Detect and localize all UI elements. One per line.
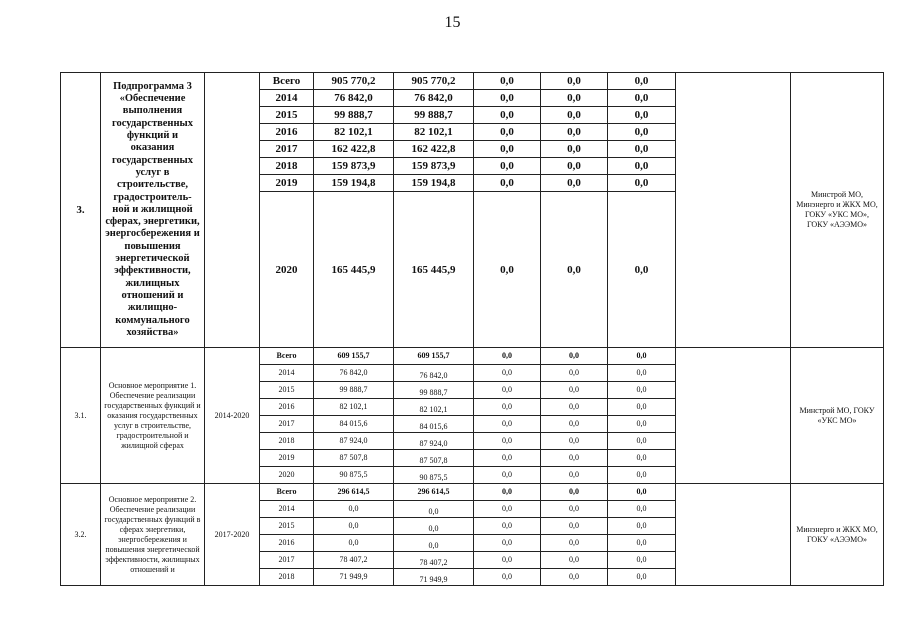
amount-value: 0,0 (502, 351, 512, 360)
amount-cell (608, 467, 676, 484)
year-cell (260, 501, 314, 518)
amount-cell (608, 365, 676, 382)
amount-cell (608, 552, 676, 569)
amount-cell (314, 107, 394, 124)
amount-cell (608, 141, 676, 158)
amount-value: 0,0 (636, 368, 647, 377)
amount-cell (474, 192, 541, 348)
amount-value: 0,0 (636, 521, 647, 530)
amount-cell (608, 399, 676, 416)
amount-value: 0,0 (636, 555, 647, 564)
amount-cell (394, 73, 474, 90)
amount-value: 0,0 (569, 368, 579, 377)
amount-cell (314, 416, 394, 433)
amount-value: 905 770,2 (411, 75, 456, 87)
amount-value: 0,0 (636, 538, 647, 547)
budget-table (60, 72, 884, 586)
year-cell (260, 467, 314, 484)
amount-cell (314, 158, 394, 175)
year-cell (260, 90, 314, 107)
year-cell (260, 382, 314, 399)
amount-value: 0,0 (428, 507, 439, 516)
year-cell (260, 399, 314, 416)
amount-value: 99 888,7 (419, 388, 448, 397)
table-body (61, 73, 884, 586)
year-cell (260, 107, 314, 124)
year-value: 2016 (275, 126, 298, 138)
amount-cell (394, 416, 474, 433)
amount-cell (608, 158, 676, 175)
amount-cell (608, 382, 676, 399)
amount-cell (394, 90, 474, 107)
amount-cell (314, 501, 394, 518)
amount-cell (608, 192, 676, 348)
row-index: 3.1. (61, 348, 101, 484)
amount-cell (394, 518, 474, 535)
amount-cell (314, 175, 394, 192)
amount-value: 0,0 (500, 263, 514, 276)
responsible-executor: Минстрой МО, Минэнерго и ЖКХ МО, ГОКУ «УКС МО», ГОКУ «АЭЭМО» (791, 73, 884, 348)
amount-value: 0,0 (502, 487, 512, 496)
amount-value: 0,0 (569, 487, 579, 496)
year-value: 2018 (278, 436, 295, 445)
amount-cell (541, 569, 608, 586)
year-cell (260, 348, 314, 365)
amount-cell (474, 399, 541, 416)
table-row (61, 348, 884, 365)
amount-cell (394, 107, 474, 124)
amount-cell (474, 348, 541, 365)
amount-value: 0,0 (569, 538, 579, 547)
amount-value: 0,0 (348, 538, 359, 547)
amount-value: 82 102,1 (339, 402, 368, 411)
amount-value: 0,0 (500, 92, 514, 104)
amount-value: 0,0 (502, 555, 512, 564)
amount-cell (608, 348, 676, 365)
amount-value: 82 102,1 (414, 126, 453, 138)
amount-cell (474, 484, 541, 501)
year-value: 2018 (278, 572, 295, 581)
year-cell (260, 416, 314, 433)
amount-value: 0,0 (348, 504, 359, 513)
year-cell (260, 450, 314, 467)
amount-value: 0,0 (500, 126, 514, 138)
amount-value: 87 924,0 (339, 436, 368, 445)
amount-value: 0,0 (569, 385, 579, 394)
year-value: Всего (276, 487, 297, 496)
amount-value: 84 015,6 (339, 419, 368, 428)
amount-value: 0,0 (348, 521, 359, 530)
amount-cell (474, 73, 541, 90)
amount-cell (394, 192, 474, 348)
amount-cell (474, 416, 541, 433)
amount-value: 0,0 (636, 453, 647, 462)
amount-cell (541, 107, 608, 124)
amount-cell (474, 569, 541, 586)
amount-cell (474, 450, 541, 467)
amount-cell (541, 484, 608, 501)
year-cell (260, 433, 314, 450)
period (205, 73, 260, 348)
amount-value: 0,0 (502, 368, 512, 377)
amount-value: 165 445,9 (331, 263, 376, 276)
amount-cell (394, 348, 474, 365)
amount-cell (541, 450, 608, 467)
amount-cell (541, 382, 608, 399)
empty-cell (676, 484, 791, 586)
amount-cell (474, 365, 541, 382)
amount-value: 0,0 (634, 177, 649, 189)
amount-value: 0,0 (634, 92, 649, 104)
amount-value: 0,0 (502, 470, 512, 479)
amount-cell (541, 416, 608, 433)
amount-cell (608, 107, 676, 124)
amount-value: 159 194,8 (331, 177, 376, 189)
measure-name: Основное мероприятие 2. Обеспечение реализации государственных функций в сферах энергетики, энергосбережения и повышения энергетической эффективности, жилищных отношений и (101, 484, 205, 586)
amount-value: 0,0 (500, 75, 514, 87)
amount-cell (541, 467, 608, 484)
amount-cell (608, 73, 676, 90)
amount-value: 76 842,0 (419, 371, 448, 380)
amount-cell (394, 501, 474, 518)
year-value: 2017 (278, 419, 295, 428)
amount-cell (474, 175, 541, 192)
year-value: 2014 (278, 504, 295, 513)
measure-name: Основное мероприятие 1. Обеспечение реализации государственных функций и оказания государственных услуг в строительстве, градостроительной и жилищной сферах (101, 348, 205, 484)
amount-cell (541, 399, 608, 416)
amount-cell (314, 518, 394, 535)
amount-cell (394, 399, 474, 416)
amount-cell (394, 433, 474, 450)
amount-cell (394, 141, 474, 158)
amount-cell (314, 124, 394, 141)
amount-cell (394, 535, 474, 552)
responsible-executor: Минэнерго и ЖКХ МО, ГОКУ «АЭЭМО» (791, 484, 884, 586)
amount-value: 0,0 (569, 555, 579, 564)
amount-cell (474, 158, 541, 175)
row-index: 3. (61, 73, 101, 348)
amount-value: 99 888,7 (414, 109, 453, 121)
amount-value: 90 875,5 (419, 473, 448, 482)
amount-value: 162 422,8 (411, 143, 456, 155)
amount-cell (474, 518, 541, 535)
amount-cell (314, 433, 394, 450)
amount-value: 0,0 (636, 385, 647, 394)
amount-value: 0,0 (569, 453, 579, 462)
amount-cell (474, 382, 541, 399)
amount-value: 76 842,0 (414, 92, 453, 104)
amount-value: 0,0 (567, 126, 581, 138)
period: 2017-2020 (205, 484, 260, 586)
year-cell (260, 518, 314, 535)
amount-cell (314, 450, 394, 467)
year-cell (260, 141, 314, 158)
year-cell (260, 552, 314, 569)
amount-value: 0,0 (634, 126, 649, 138)
amount-value: 0,0 (569, 572, 579, 581)
amount-value: 0,0 (634, 263, 649, 276)
amount-cell (314, 484, 394, 501)
year-value: 2020 (278, 470, 295, 479)
amount-value: 159 873,9 (331, 160, 376, 172)
amount-cell (541, 141, 608, 158)
amount-value: 90 875,5 (339, 470, 368, 479)
year-value: 2017 (275, 143, 298, 155)
amount-value: 0,0 (502, 402, 512, 411)
amount-value: 0,0 (636, 402, 647, 411)
amount-cell (474, 552, 541, 569)
amount-cell (608, 124, 676, 141)
amount-cell (608, 535, 676, 552)
amount-value: 87 507,8 (339, 453, 368, 462)
amount-cell (541, 192, 608, 348)
amount-cell (474, 107, 541, 124)
year-cell (260, 73, 314, 90)
year-cell (260, 192, 314, 348)
amount-value: 0,0 (569, 436, 579, 445)
amount-cell (608, 416, 676, 433)
amount-cell (394, 467, 474, 484)
amount-cell (474, 501, 541, 518)
amount-value: 296 614,5 (417, 487, 450, 496)
amount-cell (314, 535, 394, 552)
amount-value: 0,0 (636, 436, 647, 445)
amount-value: 159 194,8 (411, 177, 456, 189)
year-value: 2015 (278, 521, 295, 530)
amount-value: 0,0 (500, 109, 514, 121)
empty-cell (676, 73, 791, 348)
amount-value: 0,0 (636, 572, 647, 581)
amount-cell (394, 450, 474, 467)
amount-cell (541, 535, 608, 552)
amount-value: 165 445,9 (411, 263, 456, 276)
table-row (61, 484, 884, 501)
amount-cell (314, 90, 394, 107)
amount-value: 71 949,9 (339, 572, 368, 581)
amount-cell (474, 141, 541, 158)
amount-value: 0,0 (567, 177, 581, 189)
amount-cell (608, 90, 676, 107)
amount-value: 0,0 (502, 521, 512, 530)
page-number: 15 (444, 14, 461, 31)
amount-cell (394, 124, 474, 141)
amount-value: 87 507,8 (419, 456, 448, 465)
amount-value: 609 155,7 (337, 351, 370, 360)
amount-cell (608, 484, 676, 501)
amount-value: 0,0 (502, 538, 512, 547)
amount-value: 0,0 (428, 524, 439, 533)
year-value: Всего (272, 75, 301, 87)
amount-value: 0,0 (569, 504, 579, 513)
empty-cell (676, 348, 791, 484)
amount-cell (314, 141, 394, 158)
amount-cell (314, 399, 394, 416)
row-index: 3.2. (61, 484, 101, 586)
amount-value: 0,0 (636, 487, 647, 496)
amount-cell (314, 192, 394, 348)
amount-value: 296 614,5 (337, 487, 370, 496)
amount-value: 0,0 (502, 419, 512, 428)
amount-value: 0,0 (634, 109, 649, 121)
amount-value: 0,0 (502, 572, 512, 581)
amount-value: 162 422,8 (331, 143, 376, 155)
amount-value: 0,0 (569, 419, 579, 428)
amount-cell (541, 158, 608, 175)
amount-value: 0,0 (636, 419, 647, 428)
amount-cell (541, 365, 608, 382)
amount-cell (314, 348, 394, 365)
amount-cell (608, 569, 676, 586)
amount-cell (474, 433, 541, 450)
amount-value: 0,0 (567, 160, 581, 172)
amount-cell (474, 90, 541, 107)
amount-cell (394, 158, 474, 175)
amount-value: 905 770,2 (331, 75, 376, 87)
amount-value: 76 842,0 (334, 92, 373, 104)
amount-value: 0,0 (636, 470, 647, 479)
amount-value: 0,0 (567, 75, 581, 87)
amount-cell (314, 73, 394, 90)
amount-cell (474, 124, 541, 141)
year-value: 2019 (278, 453, 295, 462)
year-cell (260, 569, 314, 586)
year-cell (260, 175, 314, 192)
year-cell (260, 158, 314, 175)
year-cell (260, 535, 314, 552)
amount-value: 0,0 (428, 541, 439, 550)
year-value: Всего (276, 351, 297, 360)
amount-cell (314, 382, 394, 399)
amount-cell (608, 450, 676, 467)
amount-value: 0,0 (634, 75, 649, 87)
amount-value: 0,0 (634, 143, 649, 155)
amount-value: 82 102,1 (419, 405, 448, 414)
amount-value: 0,0 (502, 436, 512, 445)
responsible-executor: Минстрой МО, ГОКУ «УКС МО» (791, 348, 884, 484)
amount-value: 0,0 (636, 351, 647, 360)
amount-value: 0,0 (502, 385, 512, 394)
year-value: 2020 (275, 263, 298, 276)
amount-value: 0,0 (569, 402, 579, 411)
amount-cell (541, 90, 608, 107)
amount-value: 0,0 (567, 92, 581, 104)
year-value: 2015 (278, 385, 295, 394)
amount-cell (394, 365, 474, 382)
amount-value: 0,0 (500, 177, 514, 189)
amount-value: 0,0 (569, 521, 579, 530)
amount-cell (541, 433, 608, 450)
year-value: 2017 (278, 555, 295, 564)
amount-cell (541, 552, 608, 569)
table-row (61, 73, 884, 90)
amount-value: 609 155,7 (417, 351, 450, 360)
amount-value: 87 924,0 (419, 439, 448, 448)
amount-value: 0,0 (634, 160, 649, 172)
amount-cell (541, 501, 608, 518)
amount-cell (541, 518, 608, 535)
amount-cell (541, 124, 608, 141)
amount-cell (314, 365, 394, 382)
period: 2014-2020 (205, 348, 260, 484)
year-value: 2019 (275, 177, 298, 189)
amount-value: 0,0 (500, 143, 514, 155)
amount-cell (394, 552, 474, 569)
amount-cell (394, 484, 474, 501)
amount-value: 0,0 (567, 263, 581, 276)
amount-value: 84 015,6 (419, 422, 448, 431)
year-cell (260, 484, 314, 501)
amount-value: 71 949,9 (419, 575, 448, 584)
year-cell (260, 365, 314, 382)
year-value: 2018 (275, 160, 298, 172)
measure-name: Подпрограмма 3 «Обеспечение выполнения государственных функций и оказания государственных услуг в строительстве, градостроитель-ной и жилищной сферах, энергетики, энергосбережения и повышения энергетической эффективности, жилищных отношений и жилищно-коммунального хозяйства» (101, 73, 205, 348)
amount-value: 0,0 (567, 109, 581, 121)
amount-cell (314, 467, 394, 484)
amount-cell (541, 175, 608, 192)
amount-cell (394, 382, 474, 399)
year-value: 2014 (275, 92, 298, 104)
amount-value: 82 102,1 (334, 126, 373, 138)
amount-cell (314, 552, 394, 569)
amount-cell (474, 467, 541, 484)
year-value: 2016 (278, 538, 295, 547)
year-value: 2015 (275, 109, 298, 121)
amount-value: 0,0 (636, 504, 647, 513)
amount-cell (394, 569, 474, 586)
amount-value: 0,0 (502, 504, 512, 513)
amount-value: 0,0 (569, 351, 579, 360)
amount-cell (541, 348, 608, 365)
amount-cell (314, 569, 394, 586)
amount-value: 0,0 (500, 160, 514, 172)
amount-cell (608, 501, 676, 518)
amount-cell (608, 518, 676, 535)
year-cell (260, 124, 314, 141)
amount-value: 99 888,7 (334, 109, 373, 121)
amount-value: 0,0 (569, 470, 579, 479)
amount-value: 159 873,9 (411, 160, 456, 172)
year-value: 2016 (278, 402, 295, 411)
amount-cell (474, 535, 541, 552)
amount-cell (394, 175, 474, 192)
amount-cell (608, 175, 676, 192)
year-value: 2014 (278, 368, 295, 377)
amount-cell (608, 433, 676, 450)
amount-value: 0,0 (567, 143, 581, 155)
amount-value: 78 407,2 (419, 558, 448, 567)
amount-value: 76 842,0 (339, 368, 368, 377)
amount-cell (541, 73, 608, 90)
amount-value: 0,0 (502, 453, 512, 462)
amount-value: 78 407,2 (339, 555, 368, 564)
amount-value: 99 888,7 (339, 385, 368, 394)
